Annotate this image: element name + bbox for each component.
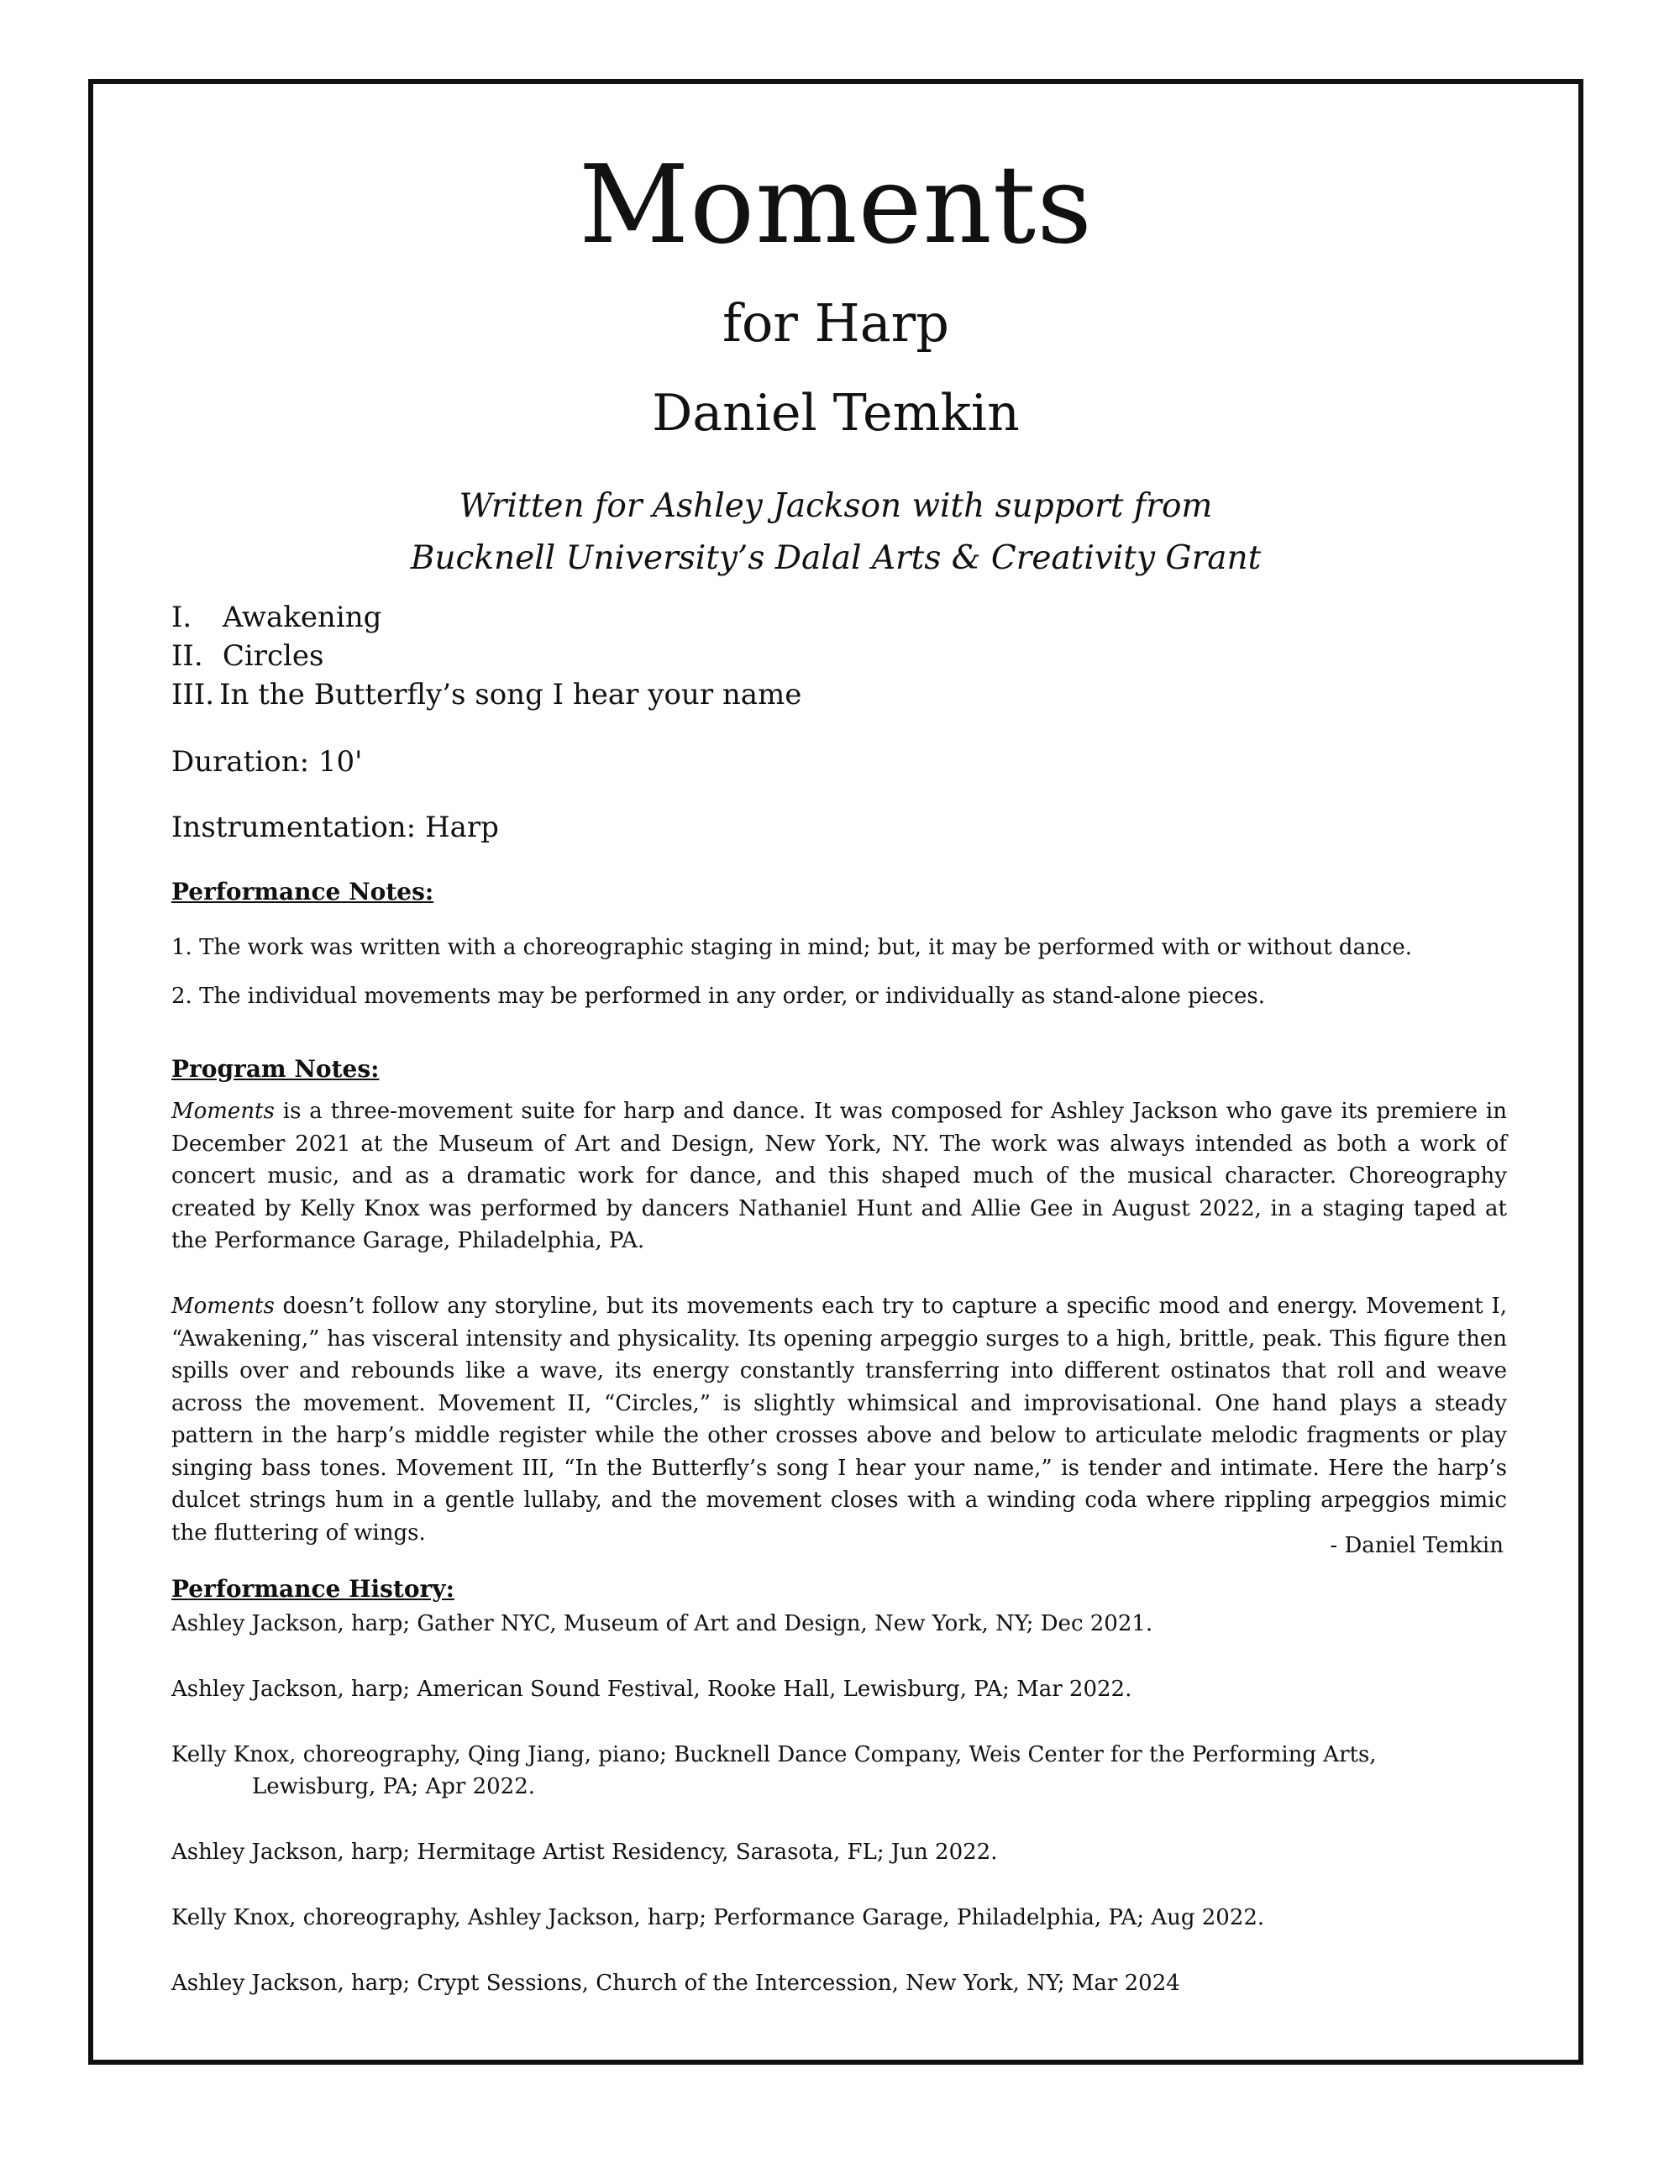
dedication — [88, 480, 1583, 585]
dedication-line-1: Written for Ashley Jackson with support from — [459, 487, 1213, 525]
movement-list — [171, 598, 1507, 714]
paragraph-text: doesn’t follow any storyline, but its movements each try to capture a specific mood and energy. Movement I, “Awakening,” has visceral intensity and physicality. Its opening arpeggio surges to a high, brittle, peak. This figure then spills over and rebounds like a wave, its energy constantly transferring into different ostinatos that roll and weave across the movement. Movement II, “Circles,” is slightly whimsical and improvisational. One hand plays a steady pattern in the harp’s middle register while the other crosses above and below to articulate melodic fragments or play singing bass tones. Movement III, “In the Butterfly’s song I hear your name,” is tender and intimate. Here the harp’s dulcet strings hum in a gentle lullaby, and the movement closes with a winding coda where rippling arpeggios mimic the fluttering of wings. — [171, 1294, 1507, 1546]
movement-item — [171, 598, 1507, 637]
paragraph-text: is a three-movement suite for harp and dance. It was composed for Ashley Jackson who gave its premiere in December 2021 at the Museum of Art and Design, New York, NY. The work was always intended as both a work of concert music, and as a dramatic work for dance, and this shaped much of the musical character. Choreography created by Kelly Knox was performed by dancers Nathaniel Hunt and Allie Gee in August 2022, in a staging taped at the Performance Garage, Philadelphia, PA. — [171, 1099, 1507, 1253]
work-title-italic: Moments — [171, 1099, 275, 1124]
history-entry: Ashley Jackson, harp; Crypt Sessions, Church of the Intercession, New York, NY; Mar 2024 — [171, 1971, 1180, 1996]
performance-history-heading: Performance History: — [171, 1575, 454, 1603]
movement-item — [171, 675, 1507, 714]
page-title: Moments — [579, 143, 1093, 268]
performance-note: 2. The individual movements may be performed in any order, or individually as stand-alone pieces. — [171, 984, 1265, 1009]
work-title-italic: Moments — [171, 1294, 275, 1319]
history-entry — [171, 1739, 1507, 1803]
instrumentation: Instrumentation: Harp — [171, 811, 499, 844]
movement-number: I. — [171, 601, 192, 634]
duration: Duration: 10' — [171, 745, 363, 779]
history-entry-continuation: Lewisburg, PA; Apr 2022. — [252, 1774, 536, 1799]
movement-item — [171, 637, 1507, 675]
program-notes-paragraph-1 — [171, 1095, 1507, 1257]
program-notes-paragraph-2 — [171, 1290, 1507, 1549]
instrument-subtitle: for Harp — [722, 292, 949, 354]
history-entry: Kelly Knox, choreography, Ashley Jackson, harp; Performance Garage, Philadelphia, PA; Aug 2022. — [171, 1905, 1265, 1930]
movement-title: Circles — [222, 639, 324, 673]
performance-note: 1. The work was written with a choreographic staging in mind; but, it may be performed with or without dance. — [171, 935, 1413, 960]
notes-signature: - Daniel Temkin — [1330, 1533, 1504, 1558]
dedication-line-2: Bucknell University’s Dalal Arts & Creativity Grant — [410, 539, 1262, 577]
history-entry: Ashley Jackson, harp; Hermitage Artist Residency, Sarasota, FL; Jun 2022. — [171, 1840, 998, 1865]
movement-number: III. — [171, 678, 215, 711]
composer-name: Daniel Temkin — [652, 384, 1020, 443]
history-entry: Ashley Jackson, harp; American Sound Festival, Rooke Hall, Lewisburg, PA; Mar 2022. — [171, 1677, 1132, 1702]
movement-title: In the Butterfly’s song I hear your name — [219, 678, 802, 711]
history-entry: Ashley Jackson, harp; Gather NYC, Museum of Art and Design, New York, NY; Dec 2021. — [171, 1611, 1153, 1636]
history-entry-text: Kelly Knox, choreography, Qing Jiang, piano; Bucknell Dance Company, Weis Center for the Performing Arts, — [171, 1742, 1377, 1767]
movement-number: II. — [171, 639, 203, 673]
program-notes-heading: Program Notes: — [171, 1055, 380, 1083]
performance-notes-heading: Performance Notes: — [171, 878, 434, 906]
movement-title: Awakening — [222, 601, 382, 634]
